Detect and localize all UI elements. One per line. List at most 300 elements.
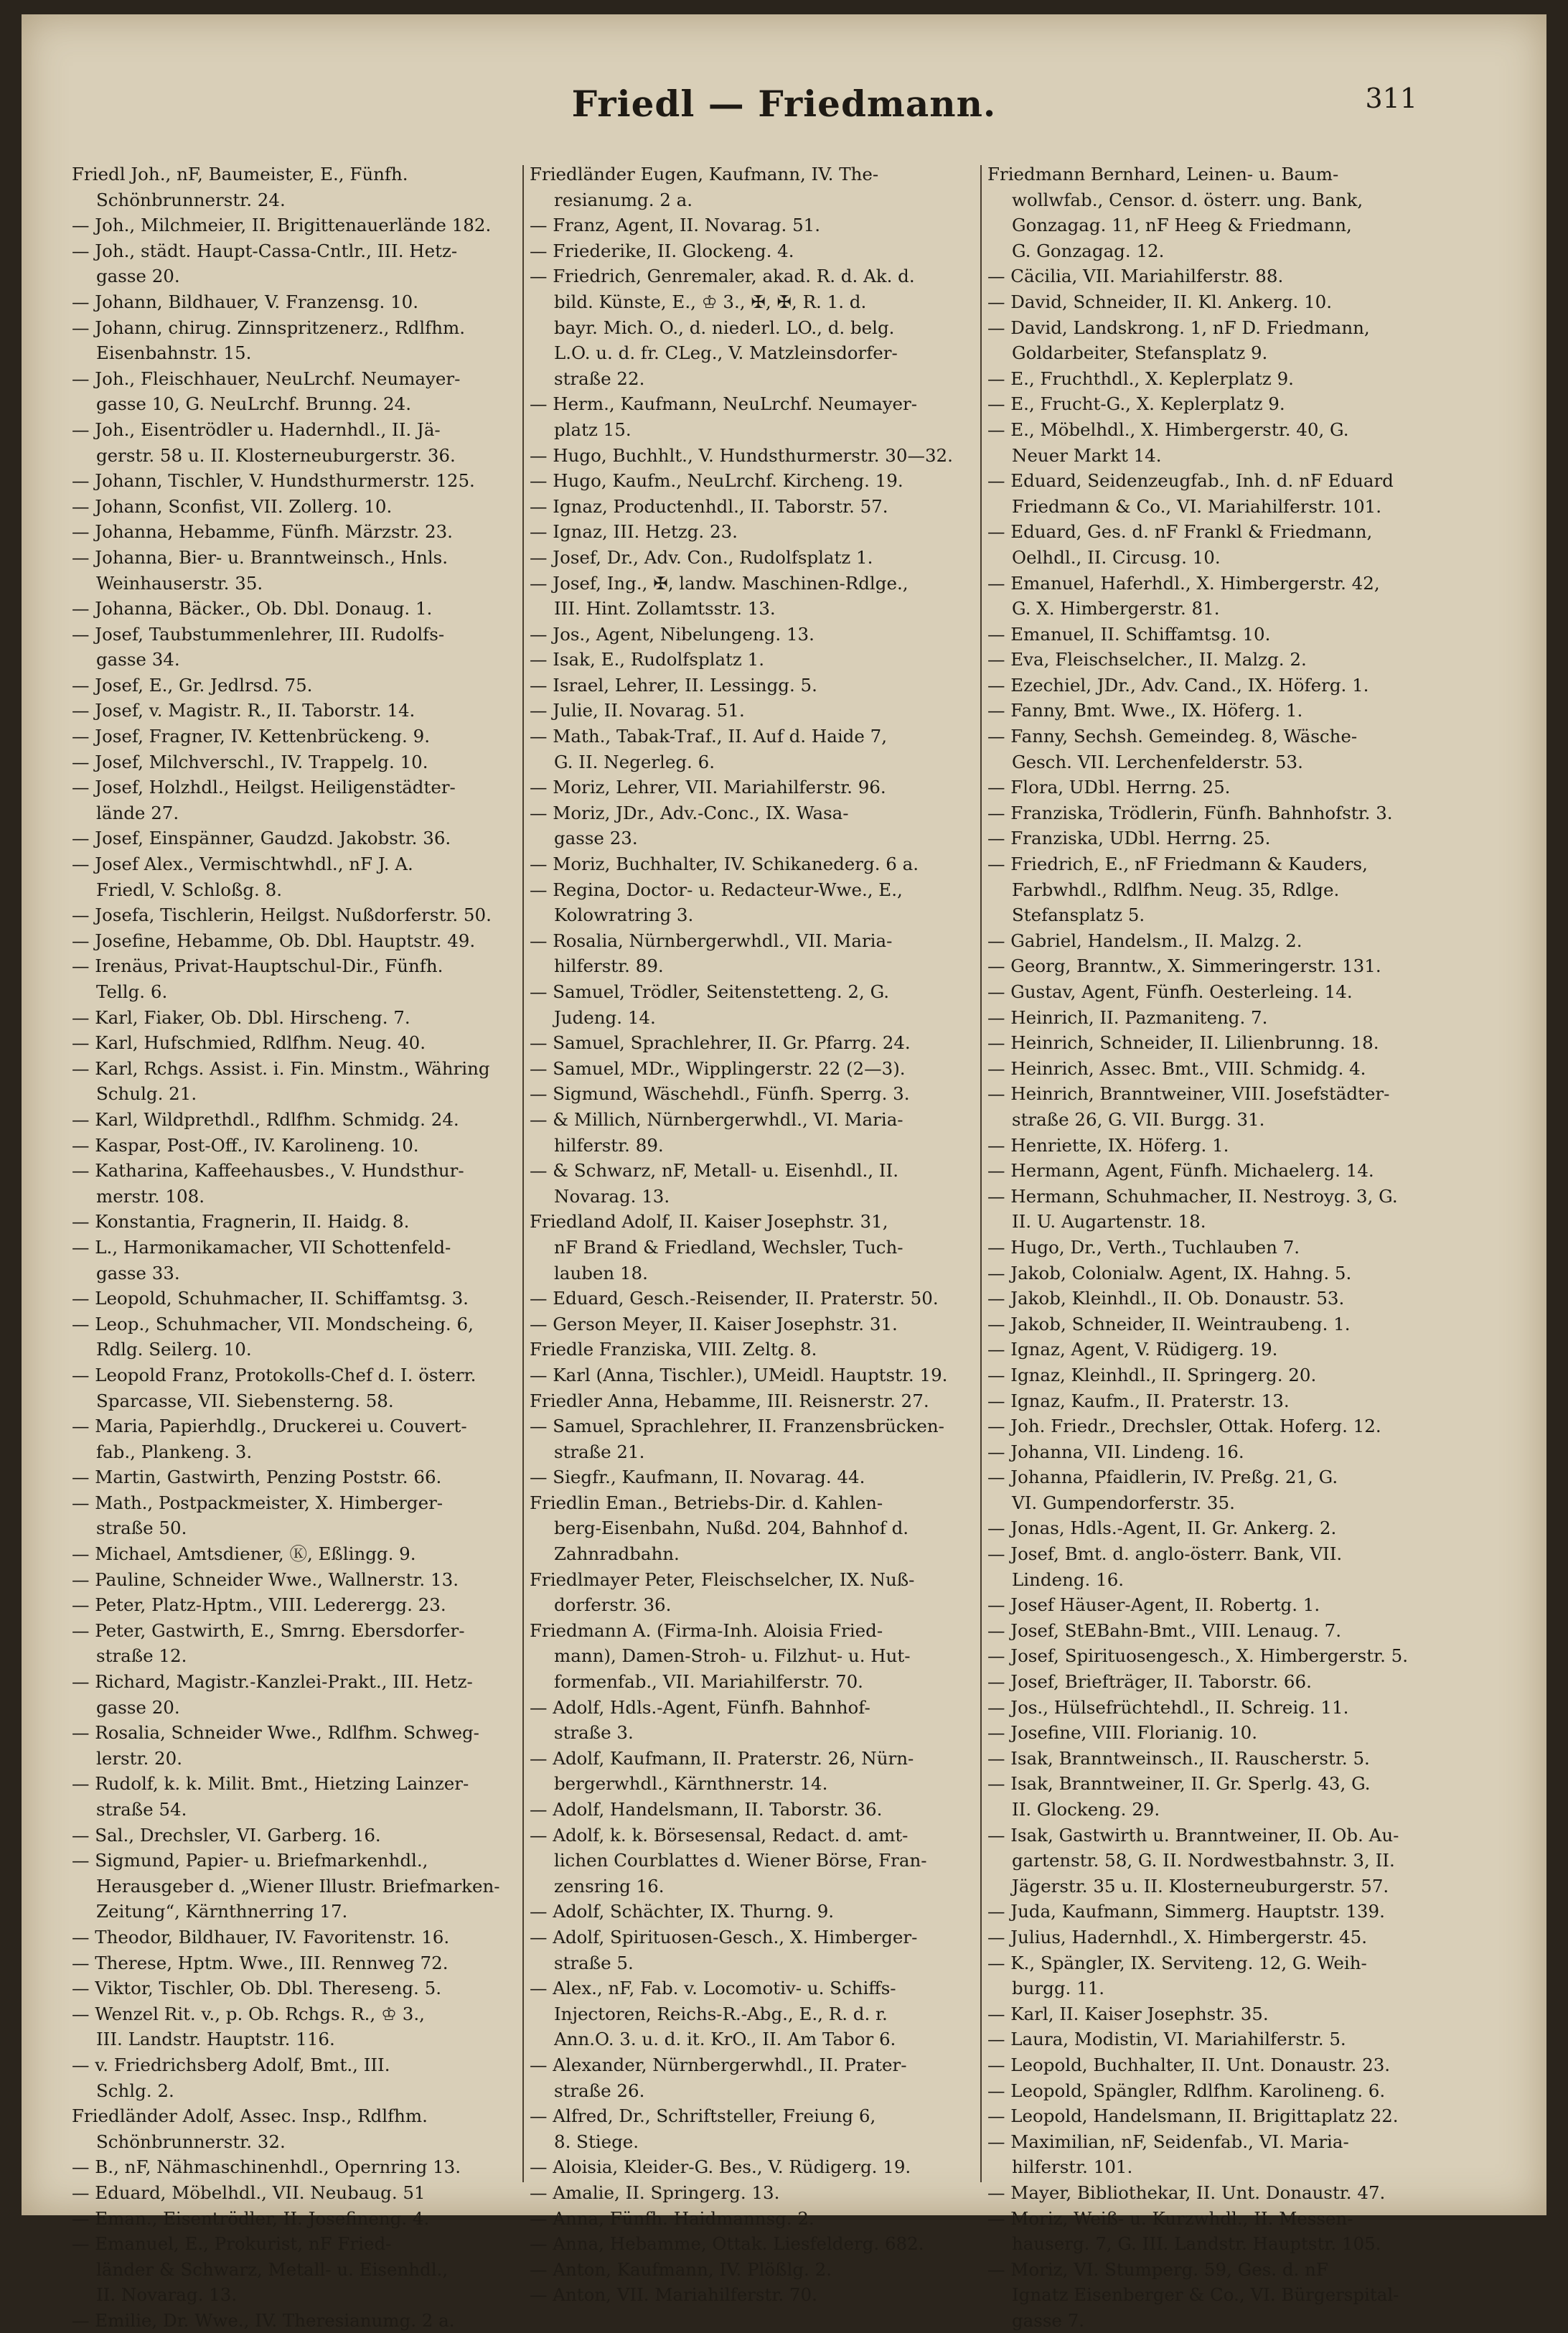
- entry-line: VI. Gumpendorferstr. 35.: [1012, 1492, 1235, 1513]
- directory-entry: [72, 1925, 517, 1950]
- directory-entry: [72, 417, 517, 468]
- entry-line: straße 26, G. VII. Burgg. 31.: [1012, 1108, 1265, 1130]
- entry-line: — Leopold, Handelsmann, II. Brigittaplatz 22.: [987, 2105, 1399, 2127]
- entry-line: — Anna, Hebamme, Ottak. Liesfelderg. 682.: [530, 2233, 924, 2255]
- directory-entry: [72, 1823, 517, 1848]
- column-3: [987, 162, 1432, 2333]
- entry-line: — Johann, Tischler, V. Hundsthurmerstr. 125.: [72, 470, 475, 492]
- entry-line: Lindeng. 16.: [1012, 1568, 1125, 1590]
- directory-entry: [987, 1337, 1432, 1362]
- directory-entry: [987, 519, 1432, 570]
- directory-entry: [72, 2052, 517, 2103]
- entry-line: — Jakob, Schneider, II. Weintraubeng. 1.: [987, 1313, 1351, 1334]
- directory-entry: [72, 673, 517, 698]
- directory-entry: [530, 1312, 975, 1337]
- entry-line: — Flora, UDbl. Herrng. 25.: [987, 777, 1231, 798]
- directory-entry: [72, 1669, 517, 1720]
- entry-line: — Henriette, IX. Höferg. 1.: [987, 1134, 1229, 1156]
- entry-line: — Katharina, Kaffeehausbes., V. Hundsthur-: [72, 1160, 464, 1182]
- entry-line: — Rosalia, Nürnbergerwhdl., VII. Maria-: [530, 930, 893, 951]
- entry-line: hilferstr. 101.: [1012, 2156, 1133, 2178]
- entry-line: — E., Frucht-G., X. Keplerplatz 9.: [987, 393, 1285, 415]
- entry-line: gasse 33.: [96, 1262, 180, 1284]
- entry-line: — Josef, Ing., ✠, landw. Maschinen-Rdlge.,: [530, 572, 909, 594]
- directory-entry: [530, 1030, 975, 1056]
- entry-line: Tellg. 6.: [96, 981, 168, 1002]
- entry-line: resianumg. 2 a.: [554, 189, 693, 210]
- entry-line: — Anton, VII. Mariahilferstr. 70.: [530, 2284, 817, 2306]
- directory-entry: [530, 391, 975, 442]
- entry-line: — Leopold Franz, Protokolls-Chef d. I. österr.: [72, 1364, 476, 1385]
- entry-line: Friedländer Eugen, Kaufmann, IV. The-: [530, 164, 879, 184]
- entry-line: — Karl, Hufschmied, Rdlfhm. Neug. 40.: [72, 1032, 426, 1054]
- directory-entry: [987, 263, 1432, 289]
- entry-line: — Leop., Schuhmacher, VII. Mondscheing. 6,: [72, 1313, 474, 1334]
- entry-line: straße 50.: [96, 1518, 187, 1539]
- entry-line: — Samuel, Sprachlehrer, II. Franzensbrücken-: [530, 1416, 944, 1437]
- entry-line: gasse 10, G. NeuLrchf. Brunng. 24.: [96, 393, 411, 415]
- entry-line: Weinhauserstr. 35.: [96, 572, 263, 594]
- entry-line: — Viktor, Tischler, Ob. Dbl. Thereseng. 5.: [72, 1978, 442, 1999]
- entry-line: — Leopold, Buchhalter, II. Unt. Donaustr. 23.: [987, 2054, 1391, 2075]
- entry-line: — Josef, v. Magistr. R., II. Taborstr. 14.: [72, 700, 416, 721]
- directory-entry: [72, 1235, 517, 1286]
- directory-entry: [987, 366, 1432, 392]
- entry-line: — Emilie, Dr. Wwe., IV. Theresianumg. 2 a.: [72, 2309, 455, 2331]
- directory-entry: [72, 289, 517, 315]
- directory-entry: [530, 673, 975, 698]
- entry-line: zensring 16.: [554, 1875, 665, 1897]
- directory-entry: [530, 928, 975, 979]
- directory-entry: [72, 1720, 517, 1771]
- directory-entry: [72, 2154, 517, 2180]
- directory-entry: [987, 2257, 1432, 2333]
- directory-entry: [72, 851, 517, 902]
- directory-entry: [530, 1107, 975, 1158]
- column-divider: [980, 165, 982, 2182]
- entry-line: Friedle Franziska, VIII. Zeltg. 8.: [530, 1339, 817, 1360]
- entry-line: L.O. u. d. fr. CLeg., V. Matzleinsdorfer-: [554, 342, 898, 364]
- entry-line: — Samuel, Sprachlehrer, II. Gr. Pfarrg. 24.: [530, 1032, 911, 1054]
- directory-entry: [987, 775, 1432, 800]
- entry-line: — Konstantia, Fragnerin, II. Haidg. 8.: [72, 1211, 410, 1233]
- entry-line: — Ezechiel, JDr., Adv. Cand., IX. Höferg. 1.: [987, 674, 1369, 696]
- directory-entry: [987, 571, 1432, 622]
- directory-entry: [987, 928, 1432, 954]
- directory-entry: [530, 775, 975, 800]
- entry-line: — Sigmund, Papier- u. Briefmarkenhdl.,: [72, 1850, 428, 1871]
- entry-line: — Peter, Platz-Hptm., VIII. Lederergg. 23.: [72, 1594, 446, 1616]
- entry-line: — Franz, Agent, II. Novarag. 51.: [530, 215, 821, 236]
- entry-line: — Hugo, Kaufm., NeuLrchf. Kircheng. 19.: [530, 470, 903, 492]
- entry-line: — Fanny, Sechsh. Gemeindeg. 8, Wäsche-: [987, 726, 1358, 747]
- entry-line: — Joh., Milchmeier, II. Brigittenauerlände 182.: [72, 215, 492, 236]
- directory-entry: [72, 826, 517, 851]
- entry-line: — Math., Postpackmeister, X. Himberger-: [72, 1492, 443, 1513]
- entry-line: Judeng. 14.: [554, 1006, 656, 1028]
- entry-line: — Josef, Einspänner, Gaudzd. Jakobstr. 36.: [72, 828, 451, 849]
- directory-entry: [987, 2026, 1432, 2052]
- directory-entry: [72, 1158, 517, 1209]
- directory-entry: [72, 622, 517, 673]
- directory-entry: [530, 1081, 975, 1107]
- entry-line: — Emanuel, Haferhdl., X. Himbergerstr. 42,: [987, 572, 1380, 594]
- directory-entry: [987, 1771, 1432, 1822]
- directory-entry: [987, 1081, 1432, 1132]
- directory-entry: [530, 468, 975, 494]
- entry-line: — B., nF, Nähmaschinenhdl., Opernring 13.: [72, 2156, 461, 2178]
- entry-line: — Josef, Dr., Adv. Con., Rudolfsplatz 1.: [530, 546, 873, 568]
- entry-line: länder & Schwarz, Metall- u. Eisenhdl.,: [96, 2258, 449, 2280]
- directory-entry: [987, 1899, 1432, 1925]
- entry-line: — Gabriel, Handelsm., II. Malzg. 2.: [987, 930, 1302, 951]
- entry-line: — Moriz, Weiß- u. Kurzwhdl., II. Messen-: [987, 2207, 1353, 2229]
- entry-line: — Heinrich, Schneider, II. Lilienbrunng. 18.: [987, 1032, 1379, 1054]
- entry-line: — Irenäus, Privat-Hauptschul-Dir., Fünfh.: [72, 955, 443, 977]
- entry-line: — Josefa, Tischlerin, Heilgst. Nußdorferstr. 50.: [72, 904, 492, 926]
- directory-entry: [987, 800, 1432, 826]
- directory-entry: [530, 698, 975, 724]
- directory-entry: [987, 1286, 1432, 1312]
- entry-line: Kolowratring 3.: [554, 904, 694, 926]
- directory-entry: [72, 519, 517, 545]
- entry-line: straße 3.: [554, 1722, 634, 1744]
- entry-line: — Johanna, Pfaidlerin, IV. Preßg. 21, G.: [987, 1467, 1338, 1488]
- directory-entry: [987, 315, 1432, 366]
- directory-entry: [530, 1056, 975, 1082]
- directory-entry: [72, 2180, 517, 2206]
- entry-line: — Therese, Hptm. Wwe., III. Rennweg 72.: [72, 1952, 449, 1973]
- entry-line: — Siegfr., Kaufmann, II. Novarag. 44.: [530, 1467, 865, 1488]
- directory-entry: [72, 1362, 517, 1413]
- directory-entry: [530, 1618, 975, 1695]
- entry-line: Friedmann Bernhard, Leinen- u. Baum-: [987, 164, 1339, 184]
- entry-line: — Adolf, Handelsmann, II. Taborstr. 36.: [530, 1799, 883, 1820]
- entry-line: — Eman., Eisentrödler, II. Josefineng. 4.: [72, 2207, 430, 2229]
- entry-line: Ann.O. 3. u. d. it. KrO., II. Am Tabor 6.: [554, 2029, 896, 2050]
- directory-entry: [987, 2180, 1432, 2206]
- directory-entry: [987, 1362, 1432, 1388]
- entry-line: — Adolf, Hdls.-Agent, Fünfh. Bahnhof-: [530, 1696, 870, 1718]
- entry-line: — Eva, Fleischselcher., II. Malzg. 2.: [987, 649, 1307, 670]
- entry-line: wollwfab., Censor. d. österr. ung. Bank,: [1012, 189, 1363, 210]
- entry-line: — Johanna, Bier- u. Branntweinsch., Hnls.: [72, 546, 449, 568]
- entry-line: Stefansplatz 5.: [1012, 904, 1145, 926]
- entry-line: — Jonas, Hdls.-Agent, II. Gr. Ankerg. 2.: [987, 1518, 1337, 1539]
- directory-entry: [72, 724, 517, 749]
- entry-line: III. Hint. Zollamtsstr. 13.: [554, 598, 776, 620]
- entry-line: — Johanna, VII. Lindeng. 16.: [987, 1441, 1244, 1462]
- entry-line: bild. Künste, E., ♔ 3., ✠, ✠, R. 1. d.: [554, 291, 867, 312]
- directory-entry: [530, 1286, 975, 1312]
- directory-entry: [530, 1567, 975, 1618]
- directory-entry: [987, 1925, 1432, 1950]
- directory-entry: [72, 212, 517, 238]
- entry-line: — Maximilian, nF, Seidenfab., VI. Maria-: [987, 2131, 1349, 2152]
- entry-line: — Emanuel, II. Schiffamtsg. 10.: [987, 623, 1271, 645]
- entry-line: — Josef Häuser-Agent, II. Robertg. 1.: [987, 1594, 1320, 1616]
- directory-entry: [987, 1056, 1432, 1082]
- directory-entry: [530, 494, 975, 520]
- entry-line: — Adolf, Kaufmann, II. Praterstr. 26, Nürn-: [530, 1747, 914, 1769]
- entry-line: II. U. Augartenstr. 18.: [1012, 1211, 1206, 1233]
- entry-line: — David, Landskrong. 1, nF D. Friedmann,: [987, 317, 1370, 338]
- entry-line: gasse 20.: [96, 266, 180, 287]
- directory-entry: [987, 1592, 1432, 1618]
- entry-line: straße 22.: [554, 368, 645, 389]
- entry-line: — Ignaz, Kaufm., II. Praterstr. 13.: [987, 1390, 1290, 1411]
- entry-line: mann), Damen-Stroh- u. Filzhut- u. Hut-: [554, 1645, 911, 1667]
- entry-line: Eisenbahnstr. 15.: [96, 342, 252, 364]
- entry-line: Friedlmayer Peter, Fleischselcher, IX. Nuß-: [530, 1568, 915, 1590]
- entry-line: gerstr. 58 u. II. Klosterneuburgerstr. 36.: [96, 444, 456, 466]
- entry-line: — Samuel, MDr., Wipplingerstr. 22 (2—3).: [530, 1057, 906, 1079]
- directory-entry: [72, 1209, 517, 1235]
- entry-line: — Josef, Briefträger, II. Taborstr. 66.: [987, 1671, 1312, 1693]
- entry-line: Zeitung“, Kärnthnerring 17.: [96, 1901, 348, 1922]
- entry-line: — & Schwarz, nF, Metall- u. Eisenhdl., II.: [530, 1160, 898, 1182]
- directory-entry: [72, 494, 517, 520]
- entry-line: — v. Friedrichsberg Adolf, Bmt., III.: [72, 2054, 390, 2075]
- entry-line: — Theodor, Bildhauer, IV. Favoritenstr. 16.: [72, 1926, 450, 1948]
- entry-line: — Peter, Gastwirth, E., Smrng. Ebersdorfer-: [72, 1619, 465, 1641]
- entry-line: — Sal., Drechsler, VI. Garberg. 16.: [72, 1824, 381, 1846]
- entry-line: Friedmann A. (Firma-Inh. Aloisia Fried-: [530, 1619, 883, 1641]
- directory-entry: [530, 1823, 975, 1899]
- entry-line: — Anna, Fünfh. Haidmannsg. 2.: [530, 2207, 814, 2229]
- entry-line: — Johann, Sconfist, VII. Zollerg. 10.: [72, 495, 393, 517]
- directory-entry: [72, 2001, 517, 2052]
- directory-entry: [530, 2103, 975, 2154]
- directory-entry: [987, 1439, 1432, 1465]
- entry-line: — Eduard, Seidenzeugfab., Inh. d. nF Eduard: [987, 470, 1394, 492]
- directory-entry: [72, 1056, 517, 1107]
- directory-entry: [987, 1388, 1432, 1414]
- entry-line: — Karl, Wildprethdl., Rdlfhm. Schmidg. 24.: [72, 1108, 459, 1130]
- directory-entry: [530, 519, 975, 545]
- entry-line: hilferstr. 89.: [554, 955, 664, 977]
- directory-entry: [72, 1005, 517, 1031]
- directory-entry: [530, 1925, 975, 1976]
- column-2: [530, 162, 975, 2308]
- entry-line: — Hermann, Schuhmacher, II. Nestroyg. 3, G.: [987, 1185, 1398, 1207]
- entry-line: — Sigmund, Wäschehdl., Fünfh. Sperrg. 3.: [530, 1083, 910, 1105]
- directory-entry: [987, 724, 1432, 775]
- entry-line: II. Novarag. 13.: [96, 2284, 238, 2306]
- directory-entry: [987, 1643, 1432, 1669]
- entry-line: berg-Eisenbahn, Nußd. 204, Bahnhof d.: [554, 1518, 909, 1539]
- directory-entry: [987, 1184, 1432, 1235]
- entry-line: — Julie, II. Novarag. 51.: [530, 700, 745, 721]
- entry-line: — Moriz, Buchhalter, IV. Schikanederg. 6 a.: [530, 854, 919, 875]
- directory-entry: [72, 1133, 517, 1159]
- entry-line: Farbwhdl., Rdlfhm. Neug. 35, Rdlge.: [1012, 879, 1340, 900]
- directory-entry: [987, 417, 1432, 468]
- entry-line: — Friedrich, E., nF Friedmann & Kauders,: [987, 854, 1368, 875]
- directory-entry: [530, 1695, 975, 1746]
- entry-line: — & Millich, Nürnbergerwhdl., VI. Maria-: [530, 1108, 903, 1130]
- entry-line: — Joh., Fleischhauer, NeuLrchf. Neumayer-: [72, 368, 461, 389]
- entry-line: — Eduard, Möbelhdl., VII. Neubaug. 51: [72, 2182, 426, 2203]
- entry-line: Sparcasse, VII. Siebensterng. 58.: [96, 1390, 394, 1411]
- directory-entry: [72, 1107, 517, 1133]
- entry-line: 8. Stiege.: [554, 2131, 639, 2152]
- entry-line: II. Glockeng. 29.: [1012, 1799, 1160, 1820]
- directory-entry: [530, 162, 975, 212]
- directory-entry: [987, 1413, 1432, 1439]
- directory-entry: [987, 2001, 1432, 2027]
- directory-entry: [72, 596, 517, 622]
- directory-entry: [530, 647, 975, 673]
- directory-entry: [987, 698, 1432, 724]
- entry-line: G. X. Himbergerstr. 81.: [1012, 598, 1220, 620]
- directory-entry: [72, 315, 517, 366]
- directory-entry: [987, 851, 1432, 928]
- entry-line: merstr. 108.: [96, 1185, 205, 1207]
- directory-entry: [530, 2052, 975, 2103]
- entry-line: dorferstr. 36.: [554, 1594, 672, 1616]
- entry-line: — Josef, Taubstummenlehrer, III. Rudolfs-: [72, 623, 445, 645]
- entry-line: — Heinrich, II. Pazmaniteng. 7.: [987, 1006, 1268, 1028]
- directory-entry: [987, 2078, 1432, 2104]
- entry-line: Injectoren, Reichs-R.-Abg., E., R. d. r.: [554, 2003, 888, 2024]
- directory-entry: [987, 2129, 1432, 2180]
- entry-line: — E., Fruchthdl., X. Keplerplatz 9.: [987, 368, 1294, 389]
- entry-line: Friedland Adolf, II. Kaiser Josephstr. 31,: [530, 1211, 888, 1233]
- entry-line: lichen Courblattes d. Wiener Börse, Fran-: [554, 1850, 927, 1871]
- entry-line: gasse 20.: [96, 1696, 180, 1718]
- directory-entry: [987, 2052, 1432, 2078]
- entry-line: — Moriz, Lehrer, VII. Mariahilferstr. 96.: [530, 777, 886, 798]
- entry-line: — Regina, Doctor- u. Redacteur-Wwe., E.,: [530, 879, 903, 900]
- directory-entry: [72, 928, 517, 954]
- entry-line: — L., Harmonikamacher, VII Schottenfeld-: [72, 1236, 451, 1258]
- directory-entry: [987, 1464, 1432, 1515]
- entry-line: hilferstr. 89.: [554, 1134, 664, 1156]
- directory-entry: [530, 2180, 975, 2206]
- directory-entry: [530, 1337, 975, 1362]
- directory-entry: [530, 724, 975, 775]
- running-title: Friedl — Friedmann.: [571, 83, 997, 125]
- directory-entry: [72, 2103, 517, 2154]
- entry-line: — Amalie, II. Springerg. 13.: [530, 2182, 780, 2203]
- entry-line: — Herm., Kaufmann, NeuLrchf. Neumayer-: [530, 393, 918, 415]
- entry-line: — Josef, Bmt. d. anglo-österr. Bank, VII.: [987, 1543, 1343, 1565]
- entry-line: — Ignaz, Kleinhdl., II. Springerg. 20.: [987, 1364, 1317, 1385]
- entry-line: straße 54.: [96, 1799, 187, 1820]
- entry-line: Novarag. 13.: [554, 1185, 670, 1207]
- entry-line: Friedl, V. Schloßg. 8.: [96, 879, 282, 900]
- entry-line: — Moriz, JDr., Adv.-Conc., IX. Wasa-: [530, 802, 849, 823]
- entry-line: straße 5.: [554, 1952, 634, 1973]
- entry-line: — Richard, Magistr.-Kanzlei-Prakt., III. Hetz-: [72, 1671, 473, 1693]
- entry-line: Rdlg. Seilerg. 10.: [96, 1339, 252, 1360]
- entry-line: G. Gonzagag. 12.: [1012, 240, 1165, 261]
- directory-entry: [72, 1413, 517, 1464]
- directory-entry: [530, 2257, 975, 2283]
- entry-line: — Gustav, Agent, Fünfh. Oesterleing. 14.: [987, 981, 1353, 1002]
- entry-line: — Karl (Anna, Tischler.), UMeidl. Hauptstr. 19.: [530, 1364, 948, 1385]
- entry-line: G. II. Negerleg. 6.: [554, 751, 715, 772]
- directory-entry: [987, 1133, 1432, 1159]
- entry-line: Gonzagag. 11, nF Heeg & Friedmann,: [1012, 215, 1352, 236]
- directory-entry: [530, 1899, 975, 1925]
- directory-entry: [530, 1490, 975, 1567]
- column-1: [72, 162, 517, 2333]
- entry-line: — Martin, Gastwirth, Penzing Poststr. 66.: [72, 1467, 442, 1488]
- directory-entry: [72, 545, 517, 596]
- directory-entry: [987, 468, 1432, 519]
- entry-line: — Mayer, Bibliothekar, II. Unt. Donaustr. 47.: [987, 2182, 1386, 2203]
- entry-line: Zahnradbahn.: [554, 1543, 680, 1565]
- directory-entry: [72, 238, 517, 289]
- entry-line: — Josef, StEBahn-Bmt., VIII. Lenaug. 7.: [987, 1619, 1341, 1641]
- entry-line: — Moriz, VI. Stumperg. 59, Ges. d. nF: [987, 2258, 1328, 2280]
- entry-line: Friedländer Adolf, Assec. Insp., Rdlfhm.: [72, 2105, 428, 2127]
- directory-entry: [72, 749, 517, 775]
- entry-line: — Alfred, Dr., Schriftsteller, Freiung 6,: [530, 2105, 876, 2127]
- entry-line: — Ignaz, Productenhdl., II. Taborstr. 57.: [530, 495, 888, 517]
- directory-entry: [987, 162, 1432, 263]
- directory-entry: [987, 391, 1432, 417]
- directory-entry: [987, 1515, 1432, 1541]
- column-divider: [522, 165, 524, 2182]
- entry-line: — Josef, E., Gr. Jedlrsd. 75.: [72, 674, 313, 696]
- directory-page: [22, 14, 1546, 2331]
- directory-entry: [530, 1413, 975, 1464]
- entry-line: — Josefine, Hebamme, Ob. Dbl. Hauptstr. 49.: [72, 930, 476, 951]
- entry-line: straße 26.: [554, 2080, 645, 2101]
- entry-line: gasse 7.: [1012, 2309, 1085, 2331]
- entry-line: — Jakob, Kleinhdl., II. Ob. Donaustr. 53.: [987, 1288, 1345, 1309]
- entry-line: — Alex., nF, Fab. v. Locomotiv- u. Schiffs-: [530, 1978, 896, 1999]
- entry-line: Goldarbeiter, Stefansplatz 9.: [1012, 342, 1268, 364]
- directory-entry: [530, 2154, 975, 2180]
- entry-line: — Julius, Hadernhdl., X. Himbergerstr. 45.: [987, 1926, 1368, 1948]
- entry-line: fab., Plankeng. 3.: [96, 1441, 253, 1462]
- directory-entry: [530, 2206, 975, 2232]
- entry-line: — Karl, Rchgs. Assist. i. Fin. Minstm., Währing: [72, 1057, 490, 1079]
- directory-entry: [530, 238, 975, 264]
- directory-entry: [987, 1158, 1432, 1184]
- directory-entry: [72, 1618, 517, 1669]
- entry-line: — Jos., Hülsefrüchtehdl., II. Schreig. 11.: [987, 1696, 1349, 1718]
- entry-line: — Alexander, Nürnbergerwhdl., II. Prater-: [530, 2054, 907, 2075]
- entry-line: — Hugo, Buchhlt., V. Hundsthurmerstr. 30—32.: [530, 444, 953, 466]
- entry-line: — Leopold, Spängler, Rdlfhm. Karolineng. 6.: [987, 2080, 1386, 2101]
- entry-line: — Maria, Papierhdlg., Druckerei u. Couvert-: [72, 1416, 467, 1437]
- directory-entry: [530, 1797, 975, 1823]
- entry-line: Herausgeber d. „Wiener Illustr. Briefmarken-: [96, 1875, 500, 1897]
- entry-line: Friedmann & Co., VI. Mariahilferstr. 101.: [1012, 495, 1382, 517]
- entry-line: — Rudolf, k. k. Milit. Bmt., Hietzing Lainzer-: [72, 1773, 469, 1795]
- directory-entry: [530, 443, 975, 469]
- entry-line: Friedler Anna, Hebamme, III. Reisnerstr. 27.: [530, 1390, 929, 1411]
- entry-line: — Isak, E., Rudolfsplatz 1.: [530, 649, 764, 670]
- directory-entry: [72, 1030, 517, 1056]
- entry-line: — Karl, II. Kaiser Josephstr. 35.: [987, 2003, 1269, 2024]
- directory-entry: [987, 1261, 1432, 1286]
- entry-line: lerstr. 20.: [96, 1747, 183, 1769]
- entry-line: — Juda, Kaufmann, Simmerg. Hauptstr. 139.: [987, 1901, 1385, 1922]
- directory-entry: [530, 1746, 975, 1797]
- directory-entry: [72, 1567, 517, 1593]
- directory-entry: [987, 1746, 1432, 1772]
- entry-line: — Joh. Friedr., Drechsler, Ottak. Hoferg. 12.: [987, 1416, 1381, 1437]
- entry-line: — Josef, Holzhdl., Heilgst. Heiligenstädter-: [72, 777, 456, 798]
- entry-line: — Adolf, k. k. Börsesensal, Redact. d. amt-: [530, 1824, 909, 1846]
- entry-line: burgg. 11.: [1012, 1978, 1105, 1999]
